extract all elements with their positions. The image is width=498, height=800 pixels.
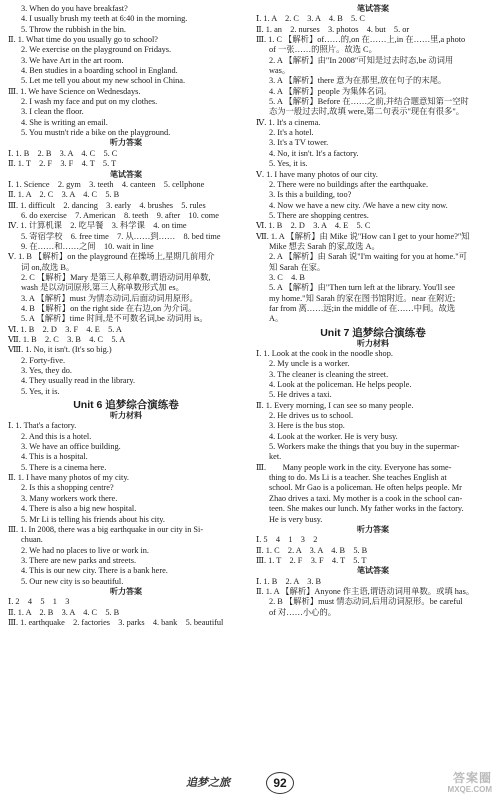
text-line: 5. Throw the rubbish in the bin. [21, 24, 126, 34]
text-line: Ⅲ. 1. C 【解析】of……的,on 在……上,in 在……里,a photo [256, 35, 466, 45]
unit-title: Unit 7 追梦综合演练卷 [320, 326, 426, 339]
text-line: Ⅰ. 5 4 1 3 2 [256, 535, 318, 545]
text-line: 3. I clean the floor. [21, 107, 84, 117]
text-line: Ⅲ. 1. We have Science on Wednesdays. [8, 86, 141, 96]
text-line: Ⅴ. 1. B 【解析】on the playground 在操场上,星期几前用介 [8, 252, 215, 262]
text-line: 2. A 【解析】由 Sarah 说"I'm waiting for you at home."可 [269, 252, 467, 262]
text-line: 4. I usually brush my teeth at 6:40 in the morning. [21, 14, 188, 24]
text-line: 5. Let me tell you about my new school in China. [21, 76, 186, 86]
section-heading: 笔试答案 [110, 169, 142, 179]
text-line: 4. Look at the worker. He is very busy. [269, 431, 398, 441]
text-line: Ⅶ. 1. A 【解析】由 Mike 说"How can I get to your home?"知 [256, 231, 470, 241]
text-line: 3. A 【解析】must 为情态动词,后面动词用原形。 [21, 293, 198, 303]
text-line: Ⅰ. 1. That's a factory. [8, 421, 77, 431]
text-line: 2. Is this a shopping centre? [21, 483, 114, 493]
text-line: 9. 在……和……之间 10. wait in line [21, 241, 154, 251]
text-line: 词 on,故选 B。 [21, 262, 75, 272]
text-line: 2. C 【解析】Mary 是第三人称单数,谓语动词用单数, [21, 272, 211, 282]
text-line: Ⅱ. 1. A 2. C 3. A 4. C 5. B [8, 190, 120, 200]
text-line: far from 离……远;in the middle of 在……中间。故选 [269, 303, 456, 313]
text-line: 2. Forty-five. [21, 355, 66, 365]
text-line: school. Mr Gao is a policeman. He often helps people. Mr [269, 483, 462, 493]
text-line: 5. Our new city is so beautiful. [21, 576, 124, 586]
page-footer [0, 770, 498, 800]
book-logo: 追梦之旅 [186, 777, 230, 789]
text-line: 3. When do you have breakfast? [21, 4, 128, 13]
text-line: 3. There are new parks and streets. [21, 555, 137, 565]
watermark-text: 答案圈 [452, 771, 492, 785]
text-line: 3. We have Art in the art room. [21, 55, 124, 65]
text-line: 3. Here is the bus stop. [269, 421, 345, 431]
right-column [256, 4, 490, 618]
text-line: 3. Yes, they do. [21, 366, 72, 376]
text-line: Ⅲ. 1. difficult 2. dancing 3. early 4. brushes 5. rules [8, 200, 206, 210]
text-line: 2. I wash my face and put on my clothes. [21, 97, 158, 107]
text-line: 2. He drives us to school. [269, 411, 354, 421]
text-line: 4. Look at the policeman. He helps people. [269, 380, 412, 390]
text-line: Mike 想去 Sarah 的家,故选 A。 [269, 241, 380, 251]
text-line: 3. It's a TV tower. [269, 138, 329, 148]
text-line: Ⅱ. 1. A 2. B 3. A 4. C 5. B [8, 607, 120, 617]
text-line: Ⅰ. 2 4 5 1 3 [8, 597, 70, 607]
text-line: Ⅱ. 1. I have many photos of my city. [8, 473, 130, 483]
text-line: Ⅵ. 1. B 2. D 3. A 4. E 5. C [256, 221, 371, 231]
watermark-url: MXQE.COM [447, 785, 492, 794]
text-line: 5. He drives a taxi. [269, 390, 332, 400]
text-line: He is very busy. [269, 514, 323, 524]
text-line: 5. 寄宿学校 6. free time 7. 从……到…… 8. bed time [21, 231, 221, 241]
text-line: 4. No, it isn't. It's a factory. [269, 148, 359, 158]
text-line: Ⅰ. 1. B 2. B 3. A 4. C 5. C [8, 148, 118, 158]
text-line: Ⅲ. 1. In 2008, there was a big earthquake in our city in Si- [8, 524, 204, 534]
text-line: 3. The cleaner is cleaning the street. [269, 369, 389, 379]
text-line: 3. Is this a building, too? [269, 190, 352, 200]
text-line: of 对……小心的。 [269, 607, 337, 617]
section-heading: 听力材料 [357, 338, 389, 348]
text-line: 5. There are shopping centres. [269, 210, 369, 220]
section-heading: 听力答案 [357, 524, 389, 534]
text-line: Ⅱ. 1. T 2. F 3. F 4. T 5. T [8, 159, 117, 169]
text-line: 2. And this is a hotel. [21, 431, 92, 441]
section-heading: 听力材料 [110, 411, 142, 421]
text-line: Ⅱ. 1. Every morning, I can see so many people. [256, 400, 414, 410]
text-line: 态为一般过去时,故填 were,第二句表示"现在有很多"。 [269, 107, 465, 117]
text-line: wash 是以动词原形,第三人称单数形式加 es。 [21, 283, 184, 293]
text-line: Ⅷ. 1. No, it isn't. (It's so big.) [8, 345, 112, 355]
text-line: 5. Mr Li is telling his friends about his city. [21, 514, 165, 524]
text-line: 4. A 【解析】people 为集体名词。 [269, 86, 392, 96]
text-line: 2. We had no places to live or work in. [21, 545, 149, 555]
unit-title: Unit 6 追梦综合演练卷 [73, 399, 179, 412]
page-number: 92 [266, 772, 294, 794]
text-line: 3. A 【解析】there 意为在那里,放在句子的末尾。 [269, 76, 447, 86]
text-line: Ⅳ. 1. It's a cinema. [256, 117, 321, 127]
text-line: Ⅲ. 1. earthquake 2. factories 3. parks 4. bank 5. beautiful [8, 617, 224, 627]
text-line: Ⅲ. Many people work in the city. Everyone has some- [256, 462, 452, 472]
text-line: 3. We have an office building. [21, 442, 121, 452]
text-line: 3. Many workers work there. [21, 493, 118, 503]
text-line: 5. Yes, it is. [21, 386, 60, 396]
text-line: Ⅰ. 1. A 2. C 3. A 4. B 5. C [256, 14, 365, 24]
text-line: 3. C 4. B [269, 272, 305, 282]
text-line: Ⅵ. 1. B 2. D 3. F 4. E 5. A [8, 324, 122, 334]
text-line: Ⅱ. 1. C 2. A 3. A 4. B 5. B [256, 545, 368, 555]
text-line: Ⅳ. 1. 计算机课 2. 吃早餐 3. 科学课 4. on time [8, 221, 187, 231]
text-line: 5. Yes, it is. [269, 159, 308, 169]
text-line: 4. There is also a big new hospital. [21, 504, 137, 514]
text-line: Ⅶ. 1. B 2. C 3. B 4. C 5. A [8, 335, 126, 344]
text-line: 4. She is writing an email. [21, 117, 108, 127]
text-line: thing to do. Ms Li is a teacher. She teaches English at [269, 473, 447, 483]
text-line: 4. This is our new city. There is a bank here. [21, 566, 168, 576]
section-heading: 听力答案 [110, 138, 142, 148]
section-heading: 听力答案 [110, 586, 142, 596]
left-column [8, 4, 244, 628]
text-line: Ⅰ. 1. B 2. A 3. B [256, 576, 322, 586]
text-line: 4. Now we have a new city. /We have a new city now. [269, 200, 448, 210]
section-heading: 笔试答案 [357, 4, 389, 13]
text-line: Ⅰ. 1. Look at the cook in the noodle shop. [256, 349, 393, 358]
text-line: 5. A 【解析】由"Then turn left at the library. You'll see [269, 283, 455, 293]
text-line: 5. You mustn't ride a bike on the playground. [21, 128, 171, 138]
text-line: chuan. [21, 535, 43, 545]
text-line: 6. do exercise 7. American 8. teeth 9. after 10. come [21, 210, 219, 220]
text-line: Ⅴ. 1. I have many photos of our city. [256, 169, 378, 179]
text-line: my home."知 Sarah 的家在图书馆附近。near 在附近; [269, 293, 456, 303]
text-line: 5. There is a cinema here. [21, 462, 107, 472]
text-line: 2. B 【解析】must 情态动词,后用动词原形。be careful [269, 597, 463, 607]
text-line: 5. A 【解析】time 时间,是不可数名词,be 动词用 is。 [21, 314, 208, 324]
text-line: 4. B 【解析】on the right side 在右边,on 为介词。 [21, 303, 197, 313]
text-line: 2. My uncle is a worker. [269, 359, 350, 369]
text-line: Ⅲ. 1. T 2. F 3. F 4. T 5. T [256, 555, 367, 565]
text-line: of 一张……的照片。故选 C。 [269, 45, 377, 55]
text-line: teen. She makes our lunch. My father works in the factory. [269, 504, 464, 514]
text-line: ket. [269, 452, 282, 462]
text-line: 4. They usually read in the library. [21, 376, 136, 386]
text-line: Ⅰ. 1. Science 2. gym 3. teeth 4. canteen 5. cellphone [8, 179, 205, 189]
section-heading: 笔试答案 [357, 566, 389, 576]
text-line: Ⅱ. 1. an 2. nurses 3. photos 4. but 5. or [256, 24, 410, 34]
text-line: 2. We exercise on the playground on Fridays. [21, 45, 172, 55]
text-line: 4. Ben studies in a boarding school in England. [21, 66, 178, 76]
text-line: Ⅱ. 1. What time do you usually go to school? [8, 35, 158, 45]
text-line: Zhao drives a taxi. My mother is a cook in the school can- [269, 493, 463, 503]
text-line: 2. There were no buildings after the earthquake. [269, 179, 429, 189]
text-line: 5. Workers make the things that you buy in the supermar- [269, 442, 460, 452]
text-line: was。 [269, 66, 291, 76]
text-line: 知 Sarah 在家。 [269, 262, 326, 272]
text-line: Ⅱ. 1. A 【解析】Anyone 作主语,谓语动词用单数。或填 has。 [256, 586, 475, 596]
text-line: 5. A 【解析】Before 在……之前,并结合题意知第一空时 [269, 97, 469, 107]
text-line: 2. It's a hotel. [269, 128, 314, 138]
text-line: 4. This is a hospital. [21, 452, 88, 462]
text-line: 2. A 【解析】由"In 2008"可知是过去时态,be 动词用 [269, 55, 454, 65]
watermark [448, 772, 492, 796]
text-line: A。 [269, 314, 284, 324]
